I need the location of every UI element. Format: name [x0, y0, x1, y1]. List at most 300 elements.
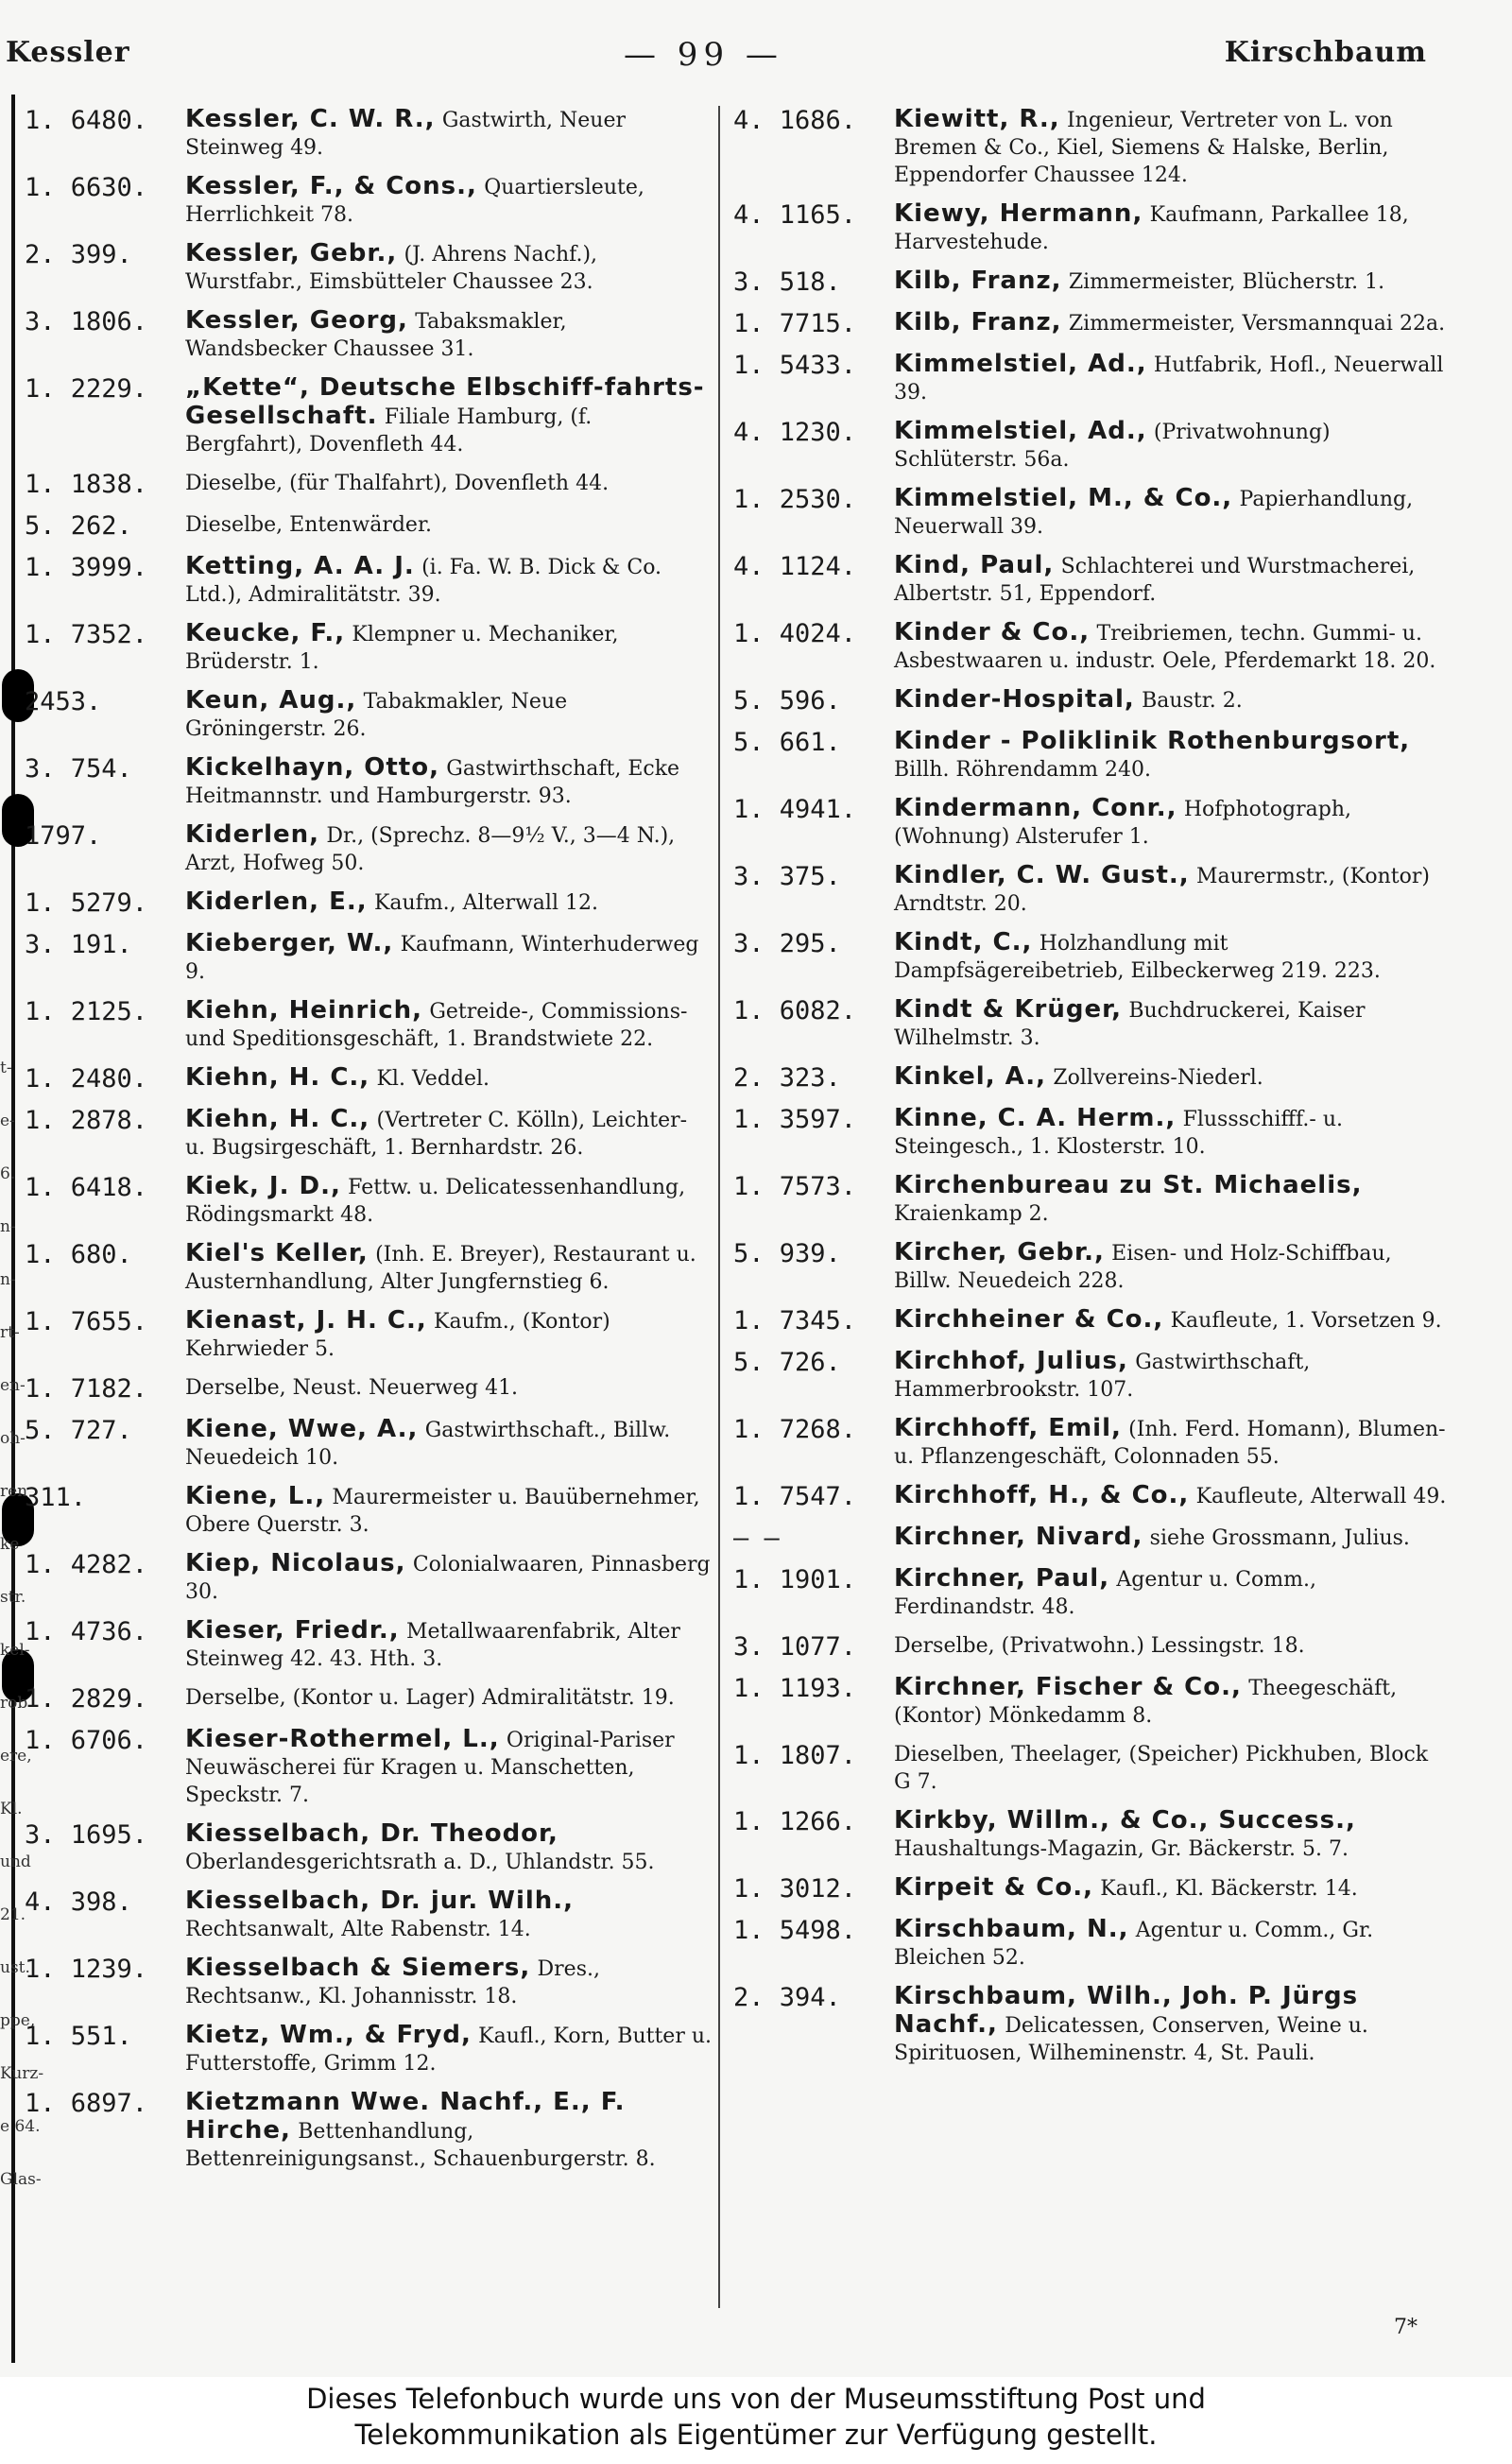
directory-entry [19, 1483, 713, 1539]
entry-detail: Eisen- und Holz-Schiffbau, Billw. Neuedeich 228. [894, 1242, 1392, 1293]
directory-entry [19, 821, 713, 877]
entry-phone-number: 1. 7655. [25, 1307, 148, 1336]
entry-phone-number: 1. 1901. [733, 1565, 857, 1594]
entry-phone-number: 1. 2530. [733, 485, 857, 514]
entry-text [894, 1415, 1451, 1471]
directory-entry [728, 1874, 1451, 1904]
entry-text [894, 686, 1451, 715]
margin-fragment: ere, [0, 1747, 32, 1766]
entry-text [185, 240, 713, 296]
entry-detail: Kaufm., Alterwall 12. [373, 891, 598, 915]
directory-entry [728, 619, 1451, 675]
entry-detail: Maurermeister u. Bauübernehmer, Obere Querstr. 3. [185, 1486, 700, 1537]
entry-detail: Agentur u. Comm., Ferdinandstr. 48. [894, 1568, 1317, 1619]
entry-detail: Zimmermeister, Versmannquai 22a. [1068, 312, 1446, 336]
entry-text [894, 200, 1451, 256]
entry-name: Kinder - Poliklinik Rothenburgsort, [894, 727, 1411, 755]
entry-detail: Klempner u. Mechaniker, Brüderstr. 1. [185, 623, 619, 674]
entry-phone-number: 1. 680. [25, 1240, 132, 1269]
entry-phone-number: 1. 1838. [25, 470, 148, 499]
footer-line-2: Telekommunikation als Eigentümer zur Verfügung gestellt. [354, 2419, 1158, 2451]
entry-phone-number: 1. 2229. [25, 374, 148, 404]
entry-detail: (Privatwohnung) Schlüterstr. 56a. [894, 421, 1331, 472]
signature-mark: 7* [1394, 2316, 1418, 2339]
entry-detail: Tabaksmakler, Wandsbecker Chaussee 31. [185, 310, 567, 361]
entry-text [185, 1887, 713, 1943]
entry-text [894, 862, 1451, 918]
directory-entry [19, 240, 713, 296]
entry-text [185, 1483, 713, 1539]
entry-detail: Agentur u. Comm., Gr. Bleichen 52. [894, 1919, 1374, 1970]
directory-entry [728, 1632, 1451, 1663]
margin-fragment: ust. [0, 1958, 30, 1977]
entry-name: Kimmelstiel, M., & Co., [894, 484, 1233, 512]
directory-entry [19, 1173, 713, 1229]
entry-text [894, 485, 1451, 541]
directory-entry [19, 1307, 713, 1363]
entry-phone-number: 1. 2480. [25, 1064, 148, 1094]
directory-entry [19, 173, 713, 229]
directory-entry [19, 470, 713, 500]
entry-text [894, 1239, 1451, 1295]
entry-detail: Theegeschäft, (Kontor) Mönkedamm 8. [894, 1677, 1398, 1728]
entry-phone-number: 4. 398. [25, 1887, 132, 1917]
margin-fragment: 21. [0, 1905, 26, 1924]
entry-detail: Colonialwaaren, Pinnasberg 30. [185, 1553, 711, 1604]
directory-entry [19, 553, 713, 609]
entry-phone-number: 3. 295. [733, 929, 841, 958]
entry-phone-number: 1. 6082. [733, 996, 857, 1025]
entry-phone-number: 1. 6706. [25, 1726, 148, 1755]
directory-entry [728, 552, 1451, 608]
directory-entry [728, 267, 1451, 298]
entry-detail: Gastwirthschaft., Billw. Neuedeich 10. [185, 1419, 671, 1470]
directory-entry [728, 418, 1451, 474]
directory-entry [728, 200, 1451, 256]
directory-entry [19, 1955, 713, 2010]
entry-detail: Papierhandlung, Neuerwall 39. [894, 488, 1414, 539]
entry-detail: Dieselbe, (für Thalfahrt), Dovenfleth 44. [185, 472, 610, 495]
entry-detail: Treibriemen, techn. Gummi- u. Asbestwaaren u. industr. Oele, Pferdemarkt 18. 20. [894, 622, 1436, 673]
directory-entry [728, 351, 1451, 406]
entry-name: „Kette“, Deutsche Elbschiff-fahrts-Gesellschaft. [185, 373, 705, 430]
entry-text [185, 1064, 713, 1093]
entry-text [894, 795, 1451, 851]
entry-name: Kirchner, Fischer & Co., [894, 1673, 1242, 1701]
entry-detail: Kaufmann, Winterhuderweg 9. [185, 933, 699, 984]
entry-phone-number: 1. 7547. [733, 1482, 857, 1511]
entry-phone-number: 3. 375. [733, 862, 841, 891]
directory-entry [19, 620, 713, 676]
entry-detail: Derselbe, (Privatwohn.) Lessingstr. 18. [894, 1634, 1305, 1658]
entry-detail: Metallwaarenfabrik, Alter Steinweg 42. 43. Hth. 3. [185, 1620, 680, 1671]
entry-text [185, 888, 713, 917]
directory-entry [19, 1726, 713, 1809]
entry-name: Kinder-Hospital, [894, 685, 1135, 714]
entry-phone-number: 1. 2829. [25, 1684, 148, 1714]
directory-entry [19, 687, 713, 743]
entry-detail: Dieselben, Theelager, (Speicher) Pickhuben, Block G 7. [894, 1743, 1429, 1794]
entry-detail: Ingenieur, Vertreter von L. von Bremen & Co., Kiel, Siemens & Halske, Berlin, Eppendorfer Chaussee 124. [894, 109, 1393, 187]
entry-text [894, 1524, 1451, 1552]
entry-detail: Bettenhandlung, Bettenreinigungsanst., Schauenburgerstr. 8. [185, 2120, 656, 2171]
entry-name: Kieser, Friedr., [185, 1616, 400, 1645]
entry-text [185, 1307, 713, 1363]
entry-phone-number: 1. 7268. [733, 1415, 857, 1444]
entry-name: Kiewy, Hermann, [894, 199, 1143, 228]
entry-name: Kilb, Franz, [894, 308, 1062, 336]
directory-entry [728, 862, 1451, 918]
entry-detail: Filiale Hamburg, (f. Bergfahrt), Dovenfleth 44. [185, 405, 593, 457]
entry-phone-number: 1. 2125. [25, 997, 148, 1026]
footer-notice [0, 2377, 1512, 2464]
entry-detail: (J. Ahrens Nachf.), Wurstfabr., Eimsbütteler Chaussee 23. [185, 243, 598, 294]
entry-text [185, 687, 713, 743]
entry-name: Kickelhayn, Otto, [185, 753, 439, 782]
entry-phone-number: 1797. [25, 821, 102, 851]
entry-detail: Zollvereins-Niederl. [1053, 1066, 1263, 1090]
entry-name: Kirschbaum, N., [894, 1915, 1129, 1943]
entry-name: Kirchhof, Julius, [894, 1347, 1128, 1375]
entry-text [894, 1916, 1451, 1972]
entry-phone-number: 1. 5279. [25, 888, 148, 918]
entry-text [894, 1482, 1451, 1510]
entry-text [185, 1684, 713, 1712]
entry-text [185, 997, 713, 1053]
entry-text [894, 1565, 1451, 1621]
entry-name: Kinder & Co., [894, 618, 1091, 646]
directory-entry [728, 1172, 1451, 1228]
entry-text [185, 2089, 713, 2173]
entry-text [185, 1955, 713, 2010]
entry-phone-number: 5. 939. [733, 1239, 841, 1268]
entry-name: Kirchner, Nivard, [894, 1523, 1143, 1551]
margin-fragment: rt- [0, 1323, 20, 1342]
directory-entry [19, 2022, 713, 2077]
entry-phone-number: 5. 661. [733, 728, 841, 757]
entry-detail: Dieselbe, Entenwärder. [185, 513, 433, 537]
entry-name: Kindermann, Conr., [894, 794, 1177, 822]
directory-entry [728, 996, 1451, 1052]
entry-name: Kind, Paul, [894, 551, 1055, 579]
entry-detail: (Inh. E. Breyer), Restaurant u. Austernhandlung, Alter Jungfernstieg 6. [185, 1243, 696, 1294]
entry-detail: Kaufleute, Alterwall 49. [1195, 1485, 1447, 1508]
entry-text [894, 1063, 1451, 1092]
entry-name: Kietzmann Wwe. Nachf., E., F. Hirche, [185, 2088, 626, 2145]
directory-entry [19, 511, 713, 542]
footer-line-1: Dieses Telefonbuch wurde uns von der Museumsstiftung Post und [306, 2383, 1206, 2415]
directory-entry [19, 1887, 713, 1943]
entry-phone-number: 1. 6897. [25, 2089, 148, 2118]
directory-entry [19, 1550, 713, 1606]
entry-phone-number: — — [733, 1524, 780, 1553]
entry-phone-number: 2. 399. [25, 240, 132, 269]
entry-name: Kirchenbureau zu St. Michaelis, [894, 1171, 1363, 1199]
entry-name: Kiene, L., [185, 1482, 326, 1510]
entry-phone-number: 4. 1686. [733, 106, 857, 135]
directory-entry [19, 1374, 713, 1404]
entry-text [185, 754, 713, 810]
entry-detail: Schlachterei und Wurstmacherei, Albertstr. 51, Eppendorf. [894, 555, 1416, 606]
entry-name: Kiesselbach, Dr. jur. Wilh., [185, 1887, 575, 1915]
entry-phone-number: 4. 1230. [733, 418, 857, 447]
entry-phone-number: 5. 262. [25, 511, 132, 541]
entry-detail: Gastwirthschaft, Ecke Heitmannstr. und Hamburgerstr. 93. [185, 757, 680, 808]
directory-entry [728, 1741, 1451, 1796]
entry-phone-number: 1. 6630. [25, 173, 148, 202]
entry-phone-number: 1. 6480. [25, 106, 148, 135]
entry-name: Kiek, J. D., [185, 1172, 341, 1200]
entry-name: Kessler, C. W. R., [185, 105, 436, 133]
entry-phone-number: 1. 4282. [25, 1550, 148, 1579]
entry-name: Kindler, C. W. Gust., [894, 861, 1190, 889]
entry-detail: Dr., (Sprechz. 8—9½ V., 3—4 N.), Arzt, Hofweg 50. [185, 824, 676, 875]
entry-detail: Derselbe, Neust. Neuerweg 41. [185, 1376, 519, 1400]
entry-name: Kiderlen, E., [185, 887, 368, 916]
entry-name: Kiderlen, [185, 820, 320, 849]
directory-entry [728, 795, 1451, 851]
entry-name: Kiel's Keller, [185, 1239, 369, 1267]
entry-phone-number: 1. 3999. [25, 553, 148, 582]
entry-text [185, 1416, 713, 1472]
margin-fragment: kel- [0, 1641, 30, 1660]
page-header [0, 30, 1474, 78]
entry-detail: Kaufl., Kl. Bäckerstr. 14. [1100, 1877, 1358, 1901]
entry-text [185, 1106, 713, 1162]
entry-text [894, 929, 1451, 985]
entry-text [894, 351, 1451, 406]
entry-name: Kieberger, W., [185, 929, 394, 957]
entry-detail: Baustr. 2. [1142, 689, 1243, 713]
entry-text [185, 821, 713, 877]
entry-phone-number: 4. 1124. [733, 552, 857, 581]
directory-entry [19, 930, 713, 986]
header-left-keyword: Kessler [6, 36, 130, 69]
entry-detail: Original-Pariser Neuwäscherei für Kragen u. Manschetten, Speckstr. 7. [185, 1729, 675, 1807]
entry-name: Kinkel, A., [894, 1062, 1046, 1091]
entry-detail: (Vertreter C. Kölln), Leichter- u. Bugsirgeschäft, 1. Bernhardstr. 26. [185, 1109, 688, 1160]
directory-entry [728, 1063, 1451, 1094]
entry-phone-number: 2. 394. [733, 1983, 841, 2012]
entry-detail: Gastwirthschaft, Hammerbrookstr. 107. [894, 1351, 1311, 1402]
entry-text [185, 1374, 713, 1402]
entry-text [894, 1632, 1451, 1660]
entry-detail: Gastwirth, Neuer Steinweg 49. [185, 109, 627, 160]
directory-entry [728, 728, 1451, 784]
entry-detail: Hutfabrik, Hofl., Neuerwall 39. [894, 353, 1444, 405]
header-right-keyword: Kirschbaum [1224, 36, 1427, 69]
entry-phone-number: 1. 7345. [733, 1306, 857, 1335]
entry-phone-number: 1. 5433. [733, 351, 857, 380]
entry-phone-number: 3. 191. [25, 930, 132, 959]
entry-phone-number: 2453. [25, 687, 102, 716]
entry-phone-number: 1. 551. [25, 2022, 132, 2051]
entry-name: Kiewitt, R., [894, 105, 1060, 133]
entry-name: Kirchhoff, H., & Co., [894, 1481, 1190, 1509]
entry-text [894, 1983, 1451, 2067]
entry-text [894, 619, 1451, 675]
entry-phone-number: 1. 6418. [25, 1173, 148, 1202]
entry-detail: Billh. Röhrendamm 240. [894, 758, 1152, 782]
entry-phone-number: 1. 5498. [733, 1916, 857, 1945]
entry-name: Kirchheiner & Co., [894, 1305, 1164, 1334]
directory-entry [728, 1239, 1451, 1295]
directory-entry [728, 929, 1451, 985]
entry-detail: Buchdruckerei, Kaiser Wilhelmstr. 3. [894, 999, 1366, 1050]
margin-fragment: ke [0, 1535, 20, 1554]
entry-phone-number: 2. 323. [733, 1063, 841, 1093]
entry-phone-number: 1. 7352. [25, 620, 148, 649]
entry-detail: Kaufleute, 1. Vorsetzen 9. [1170, 1309, 1442, 1333]
directory-entry [19, 1820, 713, 1876]
margin-fragment: en- [0, 1376, 26, 1395]
margin-fragment: n- [0, 1270, 16, 1289]
entry-phone-number: 1. 1266. [733, 1807, 857, 1836]
entry-text [894, 106, 1451, 189]
entry-phone-number: 3. 518. [733, 267, 841, 297]
directory-entry [19, 1684, 713, 1714]
directory-entry [19, 888, 713, 919]
entry-text [185, 553, 713, 609]
entry-text [894, 1105, 1451, 1161]
entry-name: Kessler, Georg, [185, 306, 408, 335]
directory-entry [19, 1106, 713, 1162]
directory-entry [19, 307, 713, 363]
entry-detail: Kraienkamp 2. [894, 1202, 1049, 1226]
entry-detail: Rechtsanwalt, Alte Rabenstr. 14. [185, 1918, 531, 1941]
directory-entry [728, 309, 1451, 339]
entry-detail: Holzhandlung mit Dampfsägereibetrieb, Eilbeckerweg 219. 223. [894, 932, 1381, 983]
directory-entry [728, 686, 1451, 716]
entry-detail: Zimmermeister, Blücherstr. 1. [1068, 270, 1385, 294]
entry-text [894, 309, 1451, 337]
directory-entry [728, 485, 1451, 541]
directory-entry [19, 1064, 713, 1094]
entry-text [185, 106, 713, 162]
entry-name: Kircher, Gebr., [894, 1238, 1105, 1266]
directory-entry [728, 1306, 1451, 1336]
entry-phone-number: 1. 7715. [733, 309, 857, 338]
entry-phone-number: 311. [25, 1483, 87, 1512]
entry-text [894, 1172, 1451, 1228]
entry-name: Kimmelstiel, Ad., [894, 350, 1147, 378]
entry-text [894, 267, 1451, 296]
entry-detail: Oberlandesgerichtsrath a. D., Uhlandstr. 55. [185, 1851, 655, 1874]
margin-fragment: e- [0, 1111, 15, 1130]
entry-text [894, 1306, 1451, 1335]
entry-name: Kirchhoff, Emil, [894, 1414, 1122, 1442]
directory-entry [728, 1482, 1451, 1512]
entry-phone-number: 1. 7182. [25, 1374, 148, 1404]
entry-name: Kessler, Gebr., [185, 239, 398, 267]
margin-fragment: str. [0, 1588, 26, 1607]
margin-fragment: ren [0, 1482, 28, 1501]
entry-phone-number: 5. 596. [733, 686, 841, 715]
entry-phone-number: 5. 727. [25, 1416, 132, 1445]
entry-detail: Dres., Rechtsanw., Kl. Johannisstr. 18. [185, 1957, 600, 2008]
entry-phone-number: 1. 2878. [25, 1106, 148, 1135]
entry-detail: Flussschifff.- u. Steingesch., 1. Klosterstr. 10. [894, 1108, 1343, 1159]
entry-phone-number: 1. 3597. [733, 1105, 857, 1134]
directory-entry [19, 1617, 713, 1673]
entry-phone-number: 1. 1807. [733, 1741, 857, 1770]
directory-entry [728, 1105, 1451, 1161]
margin-fragment: rob [0, 1694, 28, 1713]
margin-fragment: ppe, [0, 2011, 36, 2030]
entry-name: Kieser-Rothermel, L., [185, 1725, 500, 1753]
page-number: — 99 — [624, 36, 783, 74]
margin-fragment: Kl. [0, 1800, 23, 1818]
entry-name: Kiehn, H. C., [185, 1063, 370, 1092]
entry-name: Kirchner, Paul, [894, 1564, 1110, 1593]
entry-phone-number: 1. 1239. [25, 1955, 148, 1984]
directory-entry [728, 1916, 1451, 1972]
directory-entry [19, 1240, 713, 1296]
entry-text [894, 728, 1451, 784]
entry-name: Keucke, F., [185, 619, 346, 647]
entry-name: Kindt & Krüger, [894, 995, 1122, 1024]
column-divider [718, 106, 720, 2308]
entry-name: Kietz, Wm., & Fryd, [185, 2021, 472, 2049]
entry-detail: (i. Fa. W. B. Dick & Co. Ltd.), Admiralitätstr. 39. [185, 556, 662, 607]
entry-detail: Getreide-, Commissions- und Speditionsgeschäft, 1. Brandstwiete 22. [185, 1000, 688, 1051]
margin-fragment: t- [0, 1059, 12, 1077]
entry-name: Kirkby, Willm., & Co., Success., [894, 1806, 1356, 1835]
entry-text [894, 1674, 1451, 1730]
entry-text [185, 470, 713, 497]
entry-text [185, 1550, 713, 1606]
entry-text [185, 620, 713, 676]
directory-entry [19, 1416, 713, 1472]
entry-text [894, 996, 1451, 1052]
entry-text [185, 307, 713, 363]
entry-phone-number: 3. 1695. [25, 1820, 148, 1850]
entry-text [894, 552, 1451, 608]
entry-text [894, 1348, 1451, 1404]
entry-name: Kinne, C. A. Herm., [894, 1104, 1177, 1132]
entry-phone-number: 1. 1193. [733, 1674, 857, 1703]
directory-entry [728, 1983, 1451, 2067]
margin-fragment: Kurz- [0, 2064, 44, 2083]
entry-name: Kiep, Nicolaus, [185, 1549, 406, 1577]
entry-name: Kirschbaum, Wilh., Joh. P. Jürgs Nachf., [894, 1982, 1359, 2039]
entry-name: Kindt, C., [894, 928, 1033, 956]
entry-text [185, 1820, 713, 1876]
entry-detail: Derselbe, (Kontor u. Lager) Admiralitätstr. 19. [185, 1686, 675, 1710]
entry-name: Kilb, Franz, [894, 267, 1062, 295]
entry-phone-number: 3. 1077. [733, 1632, 857, 1662]
margin-fragment: n- [0, 1217, 16, 1236]
entry-detail: Kl. Veddel. [376, 1067, 490, 1091]
entry-detail: Fettw. u. Delicatessenhandlung, Rödingsmarkt 48. [185, 1176, 686, 1227]
entry-phone-number: 5. 726. [733, 1348, 841, 1377]
left-column [19, 106, 713, 2184]
entry-detail: Kaufl., Korn, Butter u. Futterstoffe, Grimm 12. [185, 2025, 713, 2076]
entry-text [185, 1173, 713, 1229]
margin-fragment: e 64. [0, 2117, 41, 2136]
entry-name: Kiesselbach & Siemers, [185, 1954, 531, 1982]
entry-name: Kessler, F., & Cons., [185, 172, 477, 200]
directory-entry [19, 2089, 713, 2173]
entry-name: Kiene, Wwe, A., [185, 1415, 419, 1443]
entry-text [185, 511, 713, 539]
directory-entry [19, 106, 713, 162]
entry-detail: (Inh. Ferd. Homann), Blumen- u. Pflanzengeschäft, Colonnaden 55. [894, 1418, 1446, 1469]
entry-phone-number: 1. 7573. [733, 1172, 857, 1201]
entry-phone-number: 1. 4024. [733, 619, 857, 648]
entry-text [185, 1726, 713, 1809]
directory-entry [19, 997, 713, 1053]
